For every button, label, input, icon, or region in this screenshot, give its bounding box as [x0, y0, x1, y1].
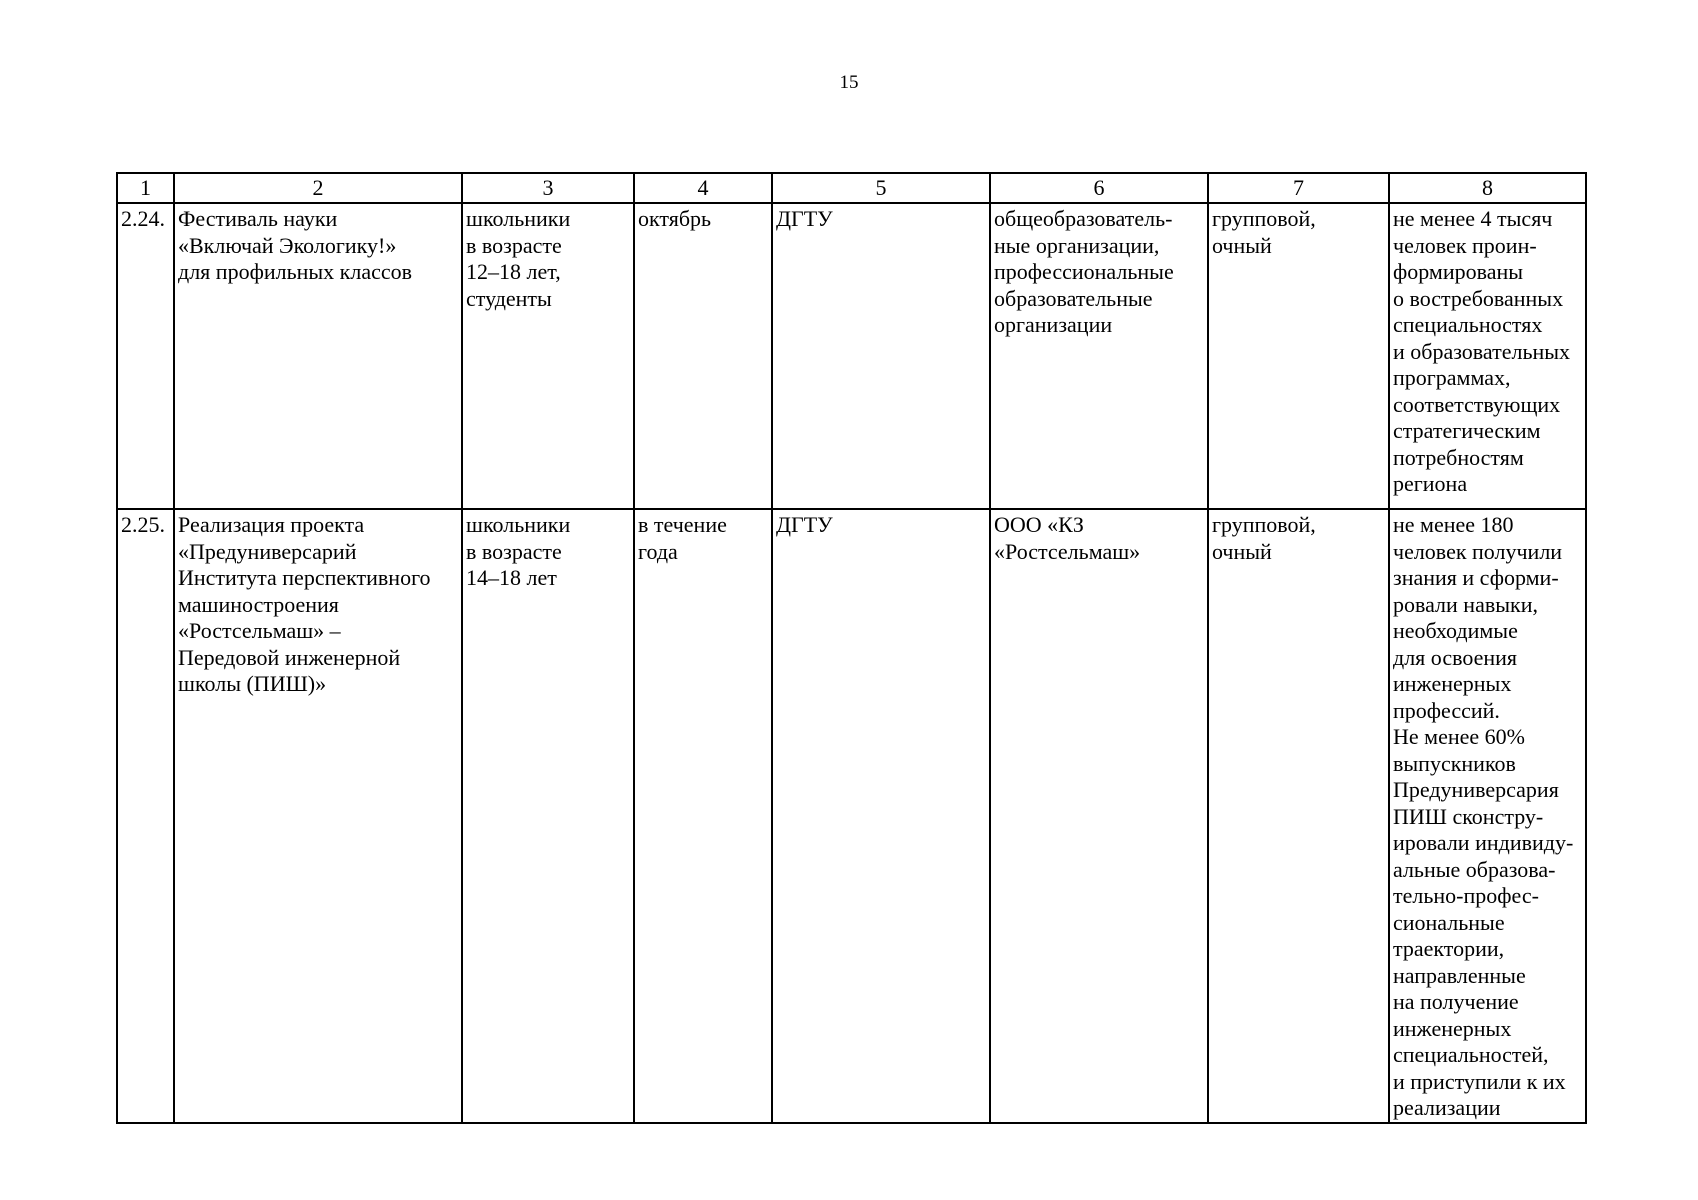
cell-text-line: не менее 180	[1393, 512, 1514, 537]
cell-text-line: 12–18 лет,	[466, 259, 561, 284]
cell-text-line: и образовательных	[1393, 338, 1571, 364]
cell-text-line: ровали навыки,	[1393, 591, 1538, 617]
responsible-cell	[772, 203, 990, 509]
cell-text-line: ДГТУ	[776, 512, 833, 537]
cell-text-line: машиностроения	[178, 591, 339, 617]
result-cell	[1389, 203, 1586, 509]
cell-text-line: Института перспективного	[178, 565, 431, 590]
cell-text-line: ДГТУ	[776, 206, 833, 231]
partners-cell	[990, 203, 1208, 509]
table-row	[117, 509, 1586, 1123]
event-cell	[174, 203, 462, 509]
responsible-cell	[772, 509, 990, 1123]
page-number: 15	[839, 72, 859, 93]
cell-text-line: образовательные	[994, 285, 1153, 311]
cell-text-line: реализации	[1393, 1095, 1501, 1120]
format-cell	[1208, 203, 1389, 509]
format-cell	[1208, 509, 1389, 1123]
cell-text-line: студенты	[466, 285, 552, 311]
cell-text-line: региона	[1393, 471, 1468, 496]
cell-text-line: Передовой инженерной	[178, 644, 401, 670]
cell-text-line: школьники	[466, 206, 571, 231]
period-cell	[634, 509, 772, 1123]
cell-text-line: тельно-профес-	[1393, 883, 1539, 908]
cell-text-line: групповой,	[1212, 206, 1316, 231]
cell-text-line: Предуниверсария	[1393, 777, 1559, 802]
participants-cell	[462, 509, 634, 1123]
cell-text-line: на получение	[1393, 989, 1519, 1014]
cell-text-line: необходимые	[1393, 618, 1518, 643]
row-number-cell: 2.24.	[117, 203, 174, 509]
cell-text-line: ПИШ сконстру-	[1393, 803, 1544, 829]
cell-text-line: для профильных классов	[178, 259, 413, 284]
cell-text-line: в возрасте	[466, 538, 562, 564]
cell-text-line: профессий.	[1393, 697, 1500, 723]
cell-text-line: общеобразователь-	[994, 206, 1173, 231]
cell-text-line: ООО «КЗ	[994, 512, 1084, 537]
cell-text-line: 14–18 лет	[466, 565, 557, 590]
cell-text-line: не менее 4 тысяч	[1393, 206, 1553, 231]
header-cell: 8	[1389, 173, 1586, 203]
table-row	[117, 203, 1586, 509]
header-cell: 2	[174, 173, 462, 203]
table-header-row	[117, 173, 1586, 203]
cell-text-line: очный	[1212, 232, 1272, 258]
cell-text-line: Фестиваль науки	[178, 206, 338, 231]
cell-text-line: организации	[994, 312, 1113, 337]
cell-text-line: специальностях	[1393, 312, 1543, 337]
cell-text-line: инженерных	[1393, 671, 1512, 696]
cell-text-line: о востребованных	[1393, 285, 1564, 311]
document-table	[116, 172, 1587, 1124]
cell-text-line: «Включай Экологику!»	[178, 232, 397, 258]
cell-text-line: «Предуниверсарий	[178, 538, 357, 564]
cell-text-line: школьники	[466, 512, 571, 537]
cell-text-line: альные образова-	[1393, 856, 1556, 882]
header-cell: 4	[634, 173, 772, 203]
cell-text-line: ные организации,	[994, 232, 1160, 258]
cell-text-line: знания и сформи-	[1393, 565, 1559, 590]
partners-cell	[990, 509, 1208, 1123]
cell-text-line: направленные	[1393, 962, 1526, 988]
period-cell	[634, 203, 772, 509]
event-cell	[174, 509, 462, 1123]
cell-text-line: и приступили к их	[1393, 1068, 1566, 1094]
cell-text-line: человек получили	[1393, 538, 1563, 564]
cell-text-line: стратегическим	[1393, 418, 1541, 443]
cell-text-line: в возрасте	[466, 232, 562, 258]
row-number-cell: 2.25.	[117, 509, 174, 1123]
header-cell: 6	[990, 173, 1208, 203]
cell-text-line: программах,	[1393, 365, 1511, 390]
cell-text-line: выпускников	[1393, 750, 1516, 776]
cell-text-line: года	[638, 538, 678, 564]
cell-text-line: специальностей,	[1393, 1042, 1549, 1067]
cell-text-line: инженерных	[1393, 1015, 1512, 1041]
cell-text-line: для освоения	[1393, 644, 1518, 670]
cell-text-line: Не менее 60%	[1393, 724, 1525, 749]
participants-cell	[462, 203, 634, 509]
cell-text-line: групповой,	[1212, 512, 1316, 537]
result-cell	[1389, 509, 1586, 1123]
cell-text-line: в течение	[638, 512, 727, 537]
cell-text-line: очный	[1212, 538, 1272, 564]
cell-text-line: ировали индивиду-	[1393, 830, 1574, 855]
cell-text-line: профессиональные	[994, 259, 1174, 284]
cell-text-line: траектории,	[1393, 936, 1505, 961]
cell-text-line: октябрь	[638, 206, 712, 231]
header-cell: 1	[117, 173, 174, 203]
cell-text-line: потребностям	[1393, 444, 1524, 470]
header-cell: 3	[462, 173, 634, 203]
cell-text-line: «Ростсельмаш» –	[178, 618, 341, 643]
cell-text-line: «Ростсельмаш»	[994, 538, 1141, 564]
cell-text-line: Реализация проекта	[178, 512, 365, 537]
cell-text-line: формированы	[1393, 259, 1524, 284]
cell-text-line: школы (ПИШ)»	[178, 671, 327, 696]
header-cell: 7	[1208, 173, 1389, 203]
cell-text-line: сиональные	[1393, 909, 1505, 935]
cell-text-line: человек проин-	[1393, 232, 1537, 258]
header-cell: 5	[772, 173, 990, 203]
cell-text-line: соответствующих	[1393, 391, 1561, 417]
